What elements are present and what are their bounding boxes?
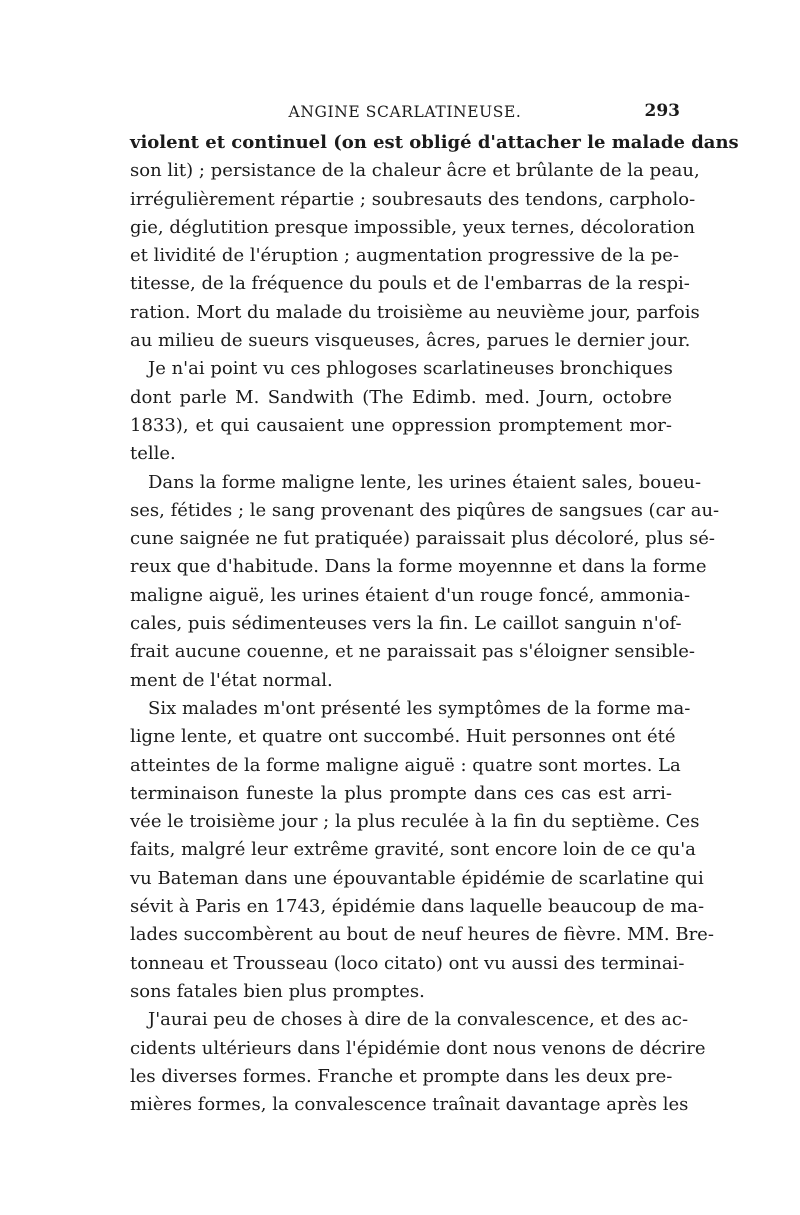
text-line: dont parle M. Sandwith (The Edimb. med. Journ, octobre (130, 386, 672, 408)
text-line: au milieu de sueurs visqueuses, âcres, parues le dernier jour. (130, 330, 691, 352)
page-header (130, 100, 680, 128)
text-line: reux que d'habitude. Dans la forme moyennne et dans la forme (130, 556, 707, 578)
text-line: ration. Mort du malade du troisième au neuvième jour, parfois (130, 301, 700, 323)
text-line: terminaison funeste la plus prompte dans ces cas est arri- (130, 782, 672, 804)
page-number: 293 (644, 101, 680, 121)
text-line: Six malades m'ont présenté les symptômes de la forme ma- (148, 697, 691, 719)
text-line: Dans la forme maligne lente, les urines étaient sales, boueu- (148, 471, 702, 493)
text-line: cidents ultérieurs dans l'épidémie dont nous venons de décrire (130, 1037, 706, 1059)
text-line: ses, fétides ; le sang provenant des piqûres de sangsues (car au- (130, 499, 720, 521)
text-line: ligne lente, et quatre ont succombé. Huit personnes ont été (130, 726, 676, 748)
text-line: frait aucune couenne, et ne paraissait pas s'éloigner sensible- (130, 641, 695, 663)
text-line: sévit à Paris en 1743, épidémie dans laquelle beaucoup de ma- (130, 896, 705, 918)
text-line: faits, malgré leur extrême gravité, sont encore loin de ce qu'a (130, 839, 696, 861)
text-line: atteintes de la forme maligne aiguë : quatre sont mortes. La (130, 754, 681, 776)
text-line: telle. (130, 443, 176, 465)
text-line: sons fatales bien plus promptes. (130, 980, 425, 1002)
text-line: violent et continuel (on est obligé d'attacher le malade dans (130, 132, 739, 153)
text-line: vée le troisième jour ; la plus reculée à la fin du septième. Ces (130, 811, 700, 833)
text-line: J'aurai peu de choses à dire de la convalescence, et des ac- (148, 1009, 689, 1031)
text-line: les diverses formes. Franche et prompte dans les deux pre- (130, 1065, 673, 1087)
body-text (130, 129, 739, 1119)
running-title: ANGINE SCARLATINEUSE. (288, 103, 522, 121)
text-line: tonneau et Trousseau (loco citato) ont vu aussi des terminai- (130, 952, 685, 974)
text-line: cune saignée ne fut pratiquée) paraissait plus décoloré, plus sé- (130, 528, 715, 550)
text-line: maligne aiguë, les urines étaient d'un rouge foncé, ammonia- (130, 584, 691, 606)
text-line: ment de l'état normal. (130, 669, 333, 691)
text-line: son lit) ; persistance de la chaleur âcre et brûlante de la peau, (130, 160, 700, 182)
text-line: 1833), et qui causaient une oppression promptement mor- (130, 414, 672, 436)
text-line: titesse, de la fréquence du pouls et de l'embarras de la respi- (130, 273, 690, 295)
text-line: Je n'ai point vu ces phlogoses scarlatineuses bronchiques (148, 358, 673, 380)
text-line: mières formes, la convalescence traînait davantage après les (130, 1094, 689, 1116)
text-line: irrégulièrement répartie ; soubresauts des tendons, carpholo- (130, 188, 696, 210)
text-line: vu Bateman dans une épouvantable épidémie de scarlatine qui (130, 867, 704, 889)
text-line: cales, puis sédimenteuses vers la fin. Le caillot sanguin n'of- (130, 613, 682, 635)
text-line: lades succombèrent au bout de neuf heures de fièvre. MM. Bre- (130, 924, 714, 946)
text-line: et lividité de l'éruption ; augmentation progressive de la pe- (130, 245, 679, 267)
text-line: gie, déglutition presque impossible, yeux ternes, décoloration (130, 216, 695, 238)
